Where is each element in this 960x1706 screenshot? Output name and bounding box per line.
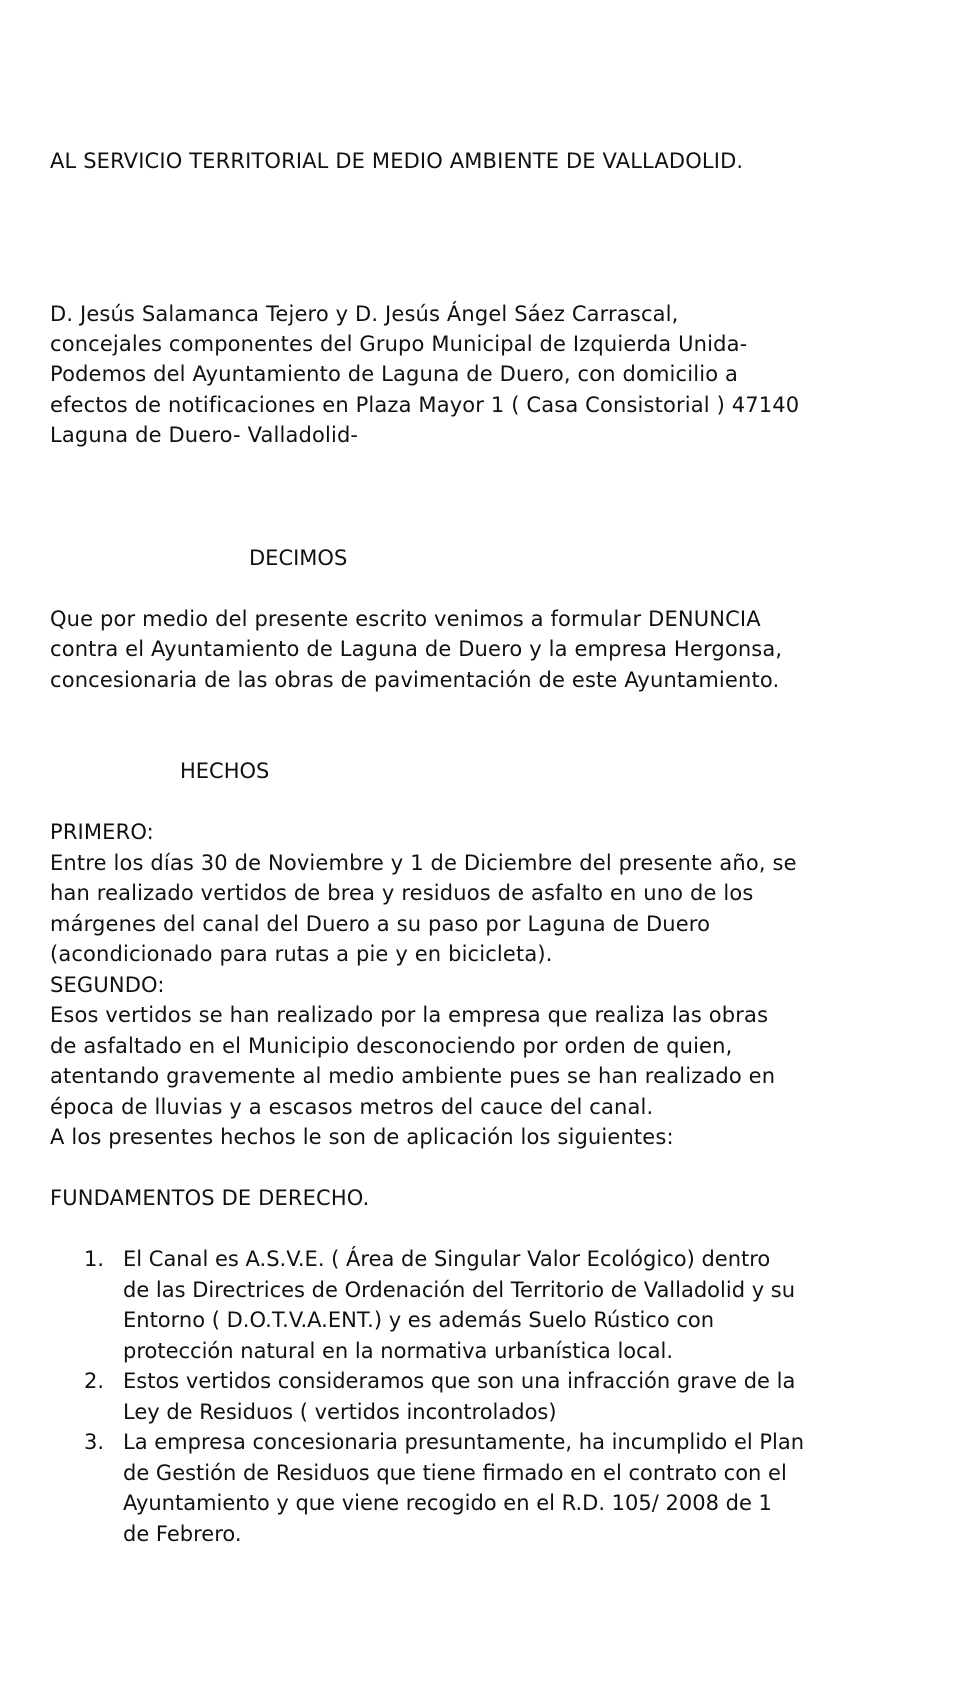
list-number: 1. <box>84 1247 105 1271</box>
list-number: 3. <box>84 1430 105 1454</box>
primero-line: han realizado vertidos de brea y residuos de asfalto en uno de los <box>50 881 754 905</box>
intro-line: efectos de notificaciones en Plaza Mayor 1 ( Casa Consistorial ) 47140 <box>50 393 800 417</box>
list-line: Estos vertidos consideramos que son una infracción grave de la <box>123 1369 796 1393</box>
list-line: Ayuntamiento y que viene recogido en el R.D. 105/ 2008 de 1 <box>123 1491 772 1515</box>
list-line: protección natural en la normativa urbanística local. <box>123 1338 674 1363</box>
hechos-heading: HECHOS <box>180 759 270 783</box>
intro-line: concejales componentes del Grupo Municipal de Izquierda Unida- <box>50 332 748 356</box>
list-line: Ley de Residuos ( vertidos incontrolados) <box>123 1399 557 1424</box>
decimos-line: concesionaria de las obras de pavimentación de este Ayuntamiento. <box>50 668 780 692</box>
list-line: Entorno ( D.O.T.V.A.ENT.) y es además Suelo Rústico con <box>123 1308 715 1332</box>
primero-label: PRIMERO: <box>50 820 154 844</box>
primero-line: márgenes del canal del Duero a su paso por Laguna de Duero <box>50 912 711 936</box>
decimos-line: Que por medio del presente escrito venimos a formular DENUNCIA <box>50 607 761 631</box>
segundo-line: de asfaltado en el Municipio desconociendo por orden de quien, <box>50 1034 733 1058</box>
segundo-line: A los presentes hechos le son de aplicación los siguientes: <box>50 1125 674 1149</box>
list-line: de Febrero. <box>123 1521 242 1546</box>
primero-line: (acondicionado para rutas a pie y en bicicleta). <box>50 942 553 966</box>
decimos-line: contra el Ayuntamiento de Laguna de Duero y la empresa Hergonsa, <box>50 637 783 661</box>
intro-line: Laguna de Duero- Valladolid- <box>50 423 359 447</box>
primero-line: Entre los días 30 de Noviembre y 1 de Diciembre del presente año, se <box>50 851 797 875</box>
segundo-label: SEGUNDO: <box>50 973 165 997</box>
intro-line: D. Jesús Salamanca Tejero y D. Jesús Ángel Sáez Carrascal, <box>50 302 679 326</box>
fundamentos-heading: FUNDAMENTOS DE DERECHO. <box>50 1186 370 1210</box>
list-line: de las Directrices de Ordenación del Territorio de Valladolid y su <box>123 1277 796 1302</box>
addressee-line: AL SERVICIO TERRITORIAL DE MEDIO AMBIENTE DE VALLADOLID. <box>50 149 744 173</box>
intro-line: Podemos del Ayuntamiento de Laguna de Duero, con domicilio a <box>50 362 739 386</box>
list-line: El Canal es A.S.V.E. ( Área de Singular Valor Ecológico) dentro <box>123 1247 771 1271</box>
decimos-heading: DECIMOS <box>249 546 348 570</box>
segundo-line: atentando gravemente al medio ambiente pues se han realizado en <box>50 1064 776 1088</box>
segundo-line: Esos vertidos se han realizado por la empresa que realiza las obras <box>50 1003 769 1027</box>
list-line: de Gestión de Residuos que tiene firmado en el contrato con el <box>123 1460 787 1485</box>
segundo-line: época de lluvias y a escasos metros del cauce del canal. <box>50 1095 654 1119</box>
list-line: La empresa concesionaria presuntamente, ha incumplido el Plan <box>123 1430 805 1454</box>
list-number: 2. <box>84 1369 105 1393</box>
